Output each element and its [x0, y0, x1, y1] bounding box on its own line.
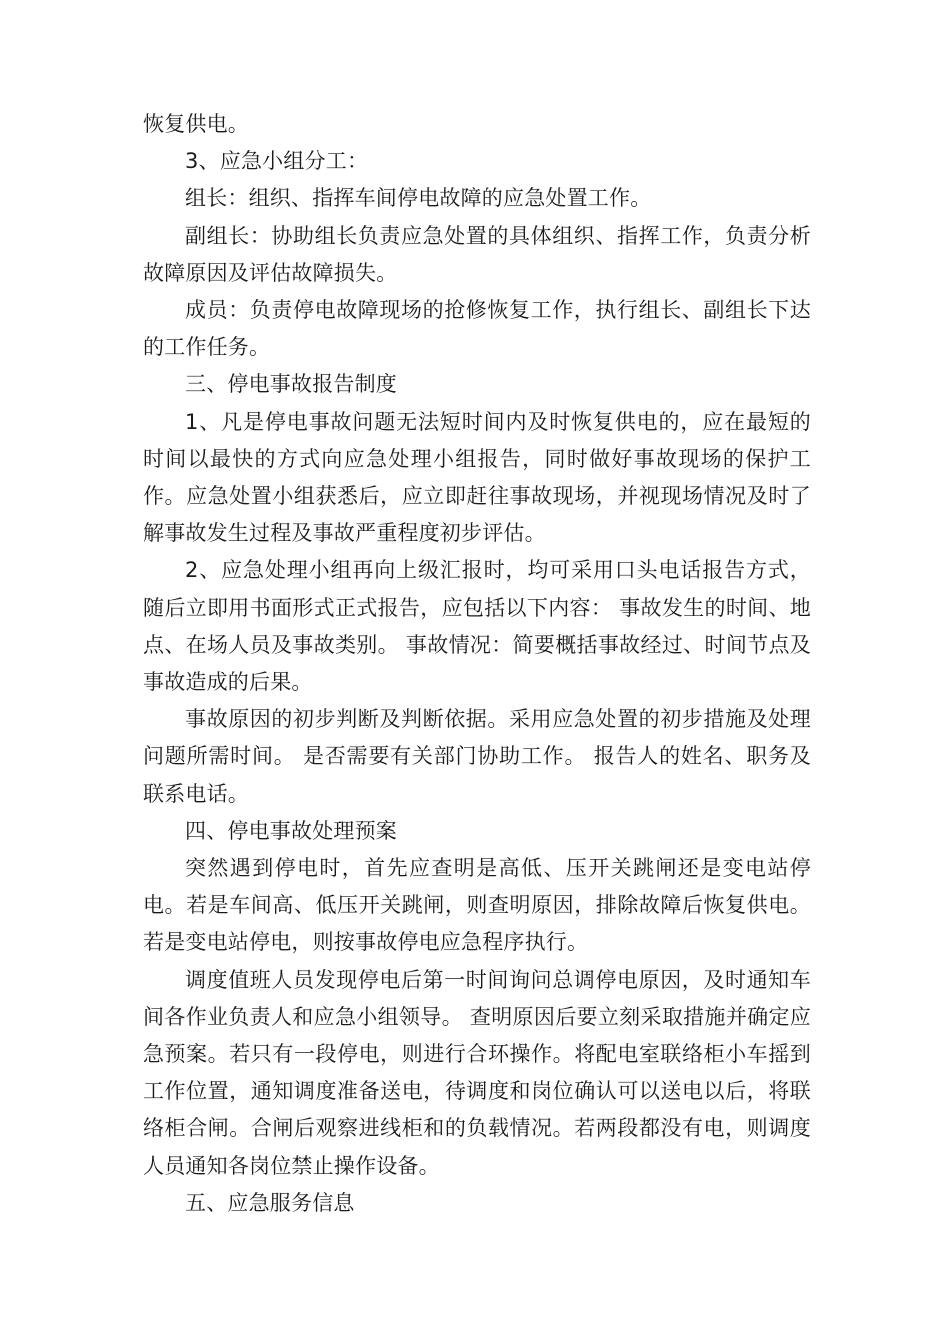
- section-heading-3: 三、停电事故报告制度: [185, 372, 397, 397]
- paragraph-7: 1、凡是停电事故问题无法短时间内及时恢复供电的，应在最短的时间以最快的方式向应急处理小组报告，同时做好事故现场的保护工作。应急处置小组获悉后，应立即赶往事故现场，并视现场情况及时了解事故发生过程及事故严重程度初步评估。: [143, 409, 811, 546]
- paragraph-11: 突然遇到停电时，首先应查明是高低、压开关跳闸还是变电站停电。若是车间高、低压开关跳闸，则查明原因，排除故障后恢复供电。若是变电站停电，则按事故停电应急程序执行。: [143, 856, 811, 955]
- section-heading-5: 五、应急服务信息: [185, 1190, 355, 1215]
- paragraph-12: 调度值班人员发现停电后第一时间询问总调停电原因，及时通知车间各作业负责人和应急小组领导。 查明原因后要立刻采取措施并确定应急预案。若只有一段停电，则进行合环操作。将配电室联络柜小车摇到工作位置，通知调度准备送电，待调度和岗位确认可以送电以后，将联络柜合闸。合闸后观察进线柜和的负载情况。若两段都没有电，则调度人员通知各岗位禁止操作设备。: [143, 967, 811, 1178]
- paragraph-5: 成员：负责停电故障现场的抢修恢复工作，执行组长、副组长下达的工作任务。: [143, 298, 811, 360]
- document-body: [143, 106, 811, 1222]
- paragraph-8: 2、应急处理小组再向上级汇报时，均可采用口头电话报告方式，随后立即用书面形式正式报告，应包括以下内容： 事故发生的时间、地点、在场人员及事故类别。 事故情况：简要概括事故经过、时间节点及事故造成的后果。: [143, 558, 811, 695]
- paragraph-2: 3、应急小组分工：: [185, 149, 369, 174]
- paragraph-3: 组长：组织、指挥车间停电故障的应急处置工作。: [185, 186, 652, 211]
- paragraph-1: 恢复供电。: [143, 112, 249, 136]
- section-heading-4: 四、停电事故处理预案: [185, 818, 397, 843]
- paragraph-4: 副组长：协助组长负责应急处置的具体组织、指挥工作，负责分析故障原因及评估故障损失。: [143, 223, 811, 285]
- paragraph-9: 事故原因的初步判断及判断依据。采用应急处置的初步措施及处理问题所需时间。 是否需要有关部门协助工作。 报告人的姓名、职务及联系电话。: [143, 707, 811, 806]
